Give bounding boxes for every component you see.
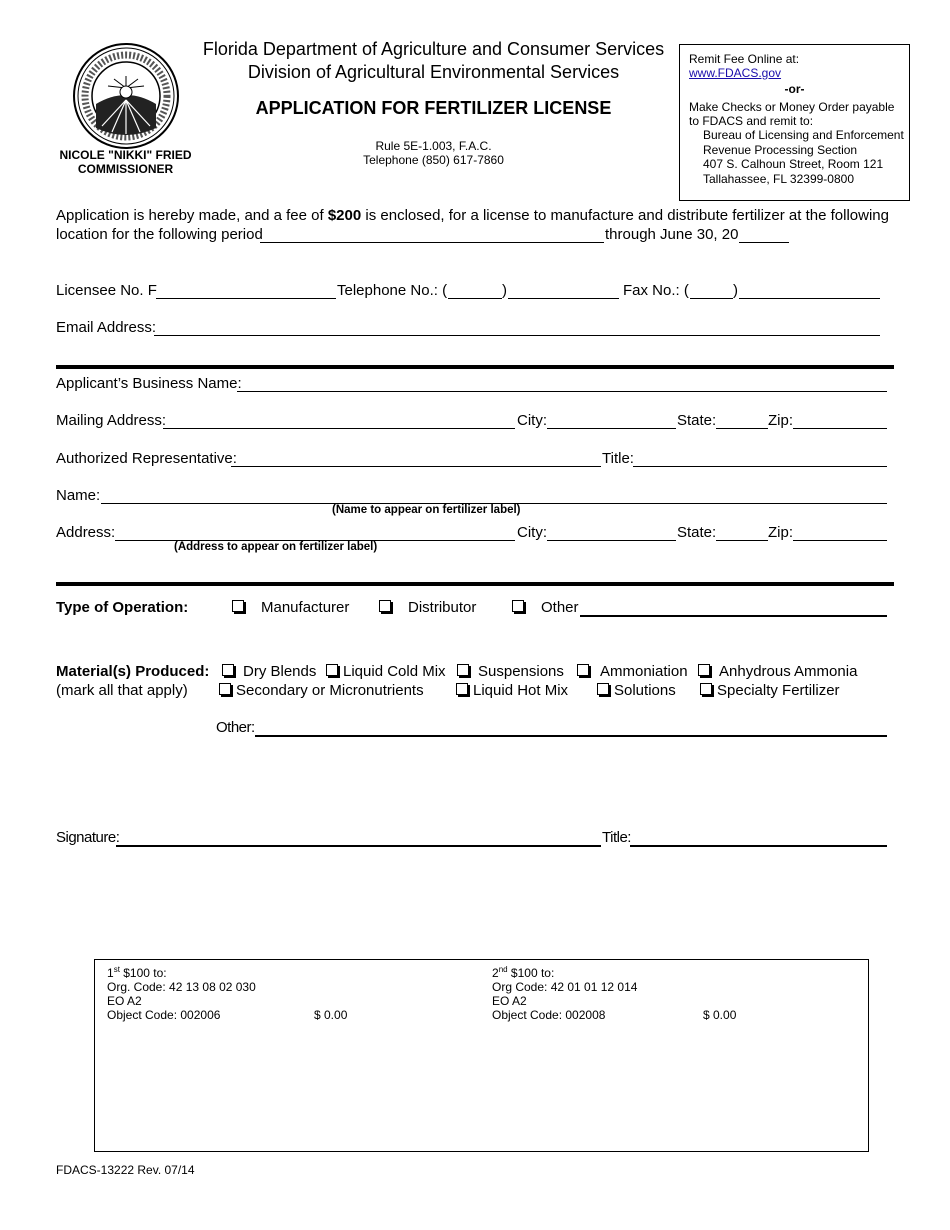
operation-manufacturer[interactable] [232, 599, 349, 616]
remit-online-label: Remit Fee Online at: [689, 52, 800, 66]
signature-title-label: Title: [602, 829, 631, 846]
intro-text-part2: is enclosed, for a license to manufacture and distribute fertilizer at the following [361, 207, 889, 224]
materials-sublabel: (mark all that apply) [56, 682, 188, 699]
mailing-address-label: Mailing Address: [56, 412, 167, 429]
operation-distributor[interactable] [379, 599, 476, 616]
liquid-cold-mix-checkbox[interactable] [326, 664, 338, 676]
secondary-micronutrients-label: Secondary or Micronutrients [236, 682, 424, 699]
label-name-note: (Name to appear on fertilizer label) [332, 504, 521, 516]
section-divider-2 [56, 582, 894, 586]
liquid-hot-mix-checkbox[interactable] [456, 683, 468, 695]
authorized-rep-input[interactable] [231, 452, 601, 467]
label-city-input[interactable] [547, 526, 676, 541]
material-ammoniation[interactable] [577, 663, 688, 680]
email-label: Email Address: [56, 319, 157, 336]
rule-reference: Rule 5E-1.003, F.A.C. [375, 139, 492, 153]
second-ordinal-suffix: nd [498, 965, 508, 974]
commissioner-name: NICOLE "NIKKI" FRIED [59, 148, 192, 162]
fax-close-paren: ) [733, 282, 738, 299]
signature-label: Signature: [56, 829, 120, 846]
mailing-address-input[interactable] [163, 414, 515, 429]
mailing-zip-label: Zip: [768, 412, 794, 429]
second-amount-to: $100 to: [507, 966, 555, 980]
remit-payable-line2: to FDACS and remit to: [689, 114, 814, 128]
dry-blends-checkbox[interactable] [222, 664, 234, 676]
liquid-hot-mix-label: Liquid Hot Mix [473, 682, 569, 699]
suspensions-label: Suspensions [478, 663, 564, 680]
second-payment-heading [492, 965, 554, 980]
label-state-input[interactable] [716, 526, 768, 541]
mailing-state-input[interactable] [716, 414, 768, 429]
materials-label: Material(s) Produced: [56, 663, 210, 680]
material-specialty-fertilizer[interactable] [700, 682, 840, 699]
division-name: Division of Agricultural Environmental Services [247, 62, 620, 82]
mailing-city-label: City: [517, 412, 547, 429]
material-liquid-hot-mix[interactable] [456, 682, 568, 699]
first-ordinal-number: 1 [107, 966, 114, 980]
label-state-label: State: [677, 524, 717, 541]
authorized-rep-label: Authorized Representative: [56, 450, 237, 467]
first-amount-to: $100 to: [119, 966, 167, 980]
office-use-box [94, 959, 869, 1152]
intro-line2-end: through June 30, 20 [605, 226, 739, 243]
manufacturer-label: Manufacturer [261, 599, 350, 616]
remit-or: -or- [784, 82, 805, 96]
suspensions-checkbox[interactable] [457, 664, 469, 676]
second-ordinal-number: 2 [492, 966, 499, 980]
licensee-no-label: Licensee No. F [56, 282, 157, 299]
material-dry-blends[interactable] [222, 663, 316, 680]
business-name-label: Applicant’s Business Name: [56, 375, 242, 392]
licensee-no-input[interactable] [156, 284, 336, 299]
intro-text-part1: Application is hereby made, and a fee of [56, 207, 328, 224]
fax-number-input[interactable] [739, 284, 880, 299]
ammoniation-checkbox[interactable] [577, 664, 589, 676]
mailing-state-label: State: [677, 412, 717, 429]
telephone-area-input[interactable] [448, 284, 502, 299]
first-eo: EO A2 [107, 994, 142, 1008]
section-divider-1 [56, 365, 894, 369]
first-amount: $ 0.00 [314, 1008, 348, 1022]
department-name: Florida Department of Agriculture and Consumer Services [202, 39, 665, 59]
email-input[interactable] [154, 321, 880, 336]
ammoniation-label: Ammoniation [600, 663, 688, 680]
label-name-input[interactable] [101, 489, 887, 504]
license-period-input[interactable] [260, 228, 604, 243]
commissioner-title: COMMISSIONER [77, 162, 174, 176]
remit-address-line1: Bureau of Licensing and Enforcement [703, 128, 904, 142]
material-anhydrous-ammonia[interactable] [698, 663, 857, 680]
material-solutions[interactable] [597, 682, 676, 699]
signature-input[interactable] [116, 831, 601, 847]
first-ordinal-suffix: st [113, 965, 120, 974]
label-name-label: Name: [56, 487, 101, 504]
department-seal [72, 42, 180, 150]
secondary-micronutrients-checkbox[interactable] [219, 683, 231, 695]
materials-other-label: Other: [216, 719, 255, 736]
rep-title-label: Title: [602, 450, 634, 467]
anhydrous-ammonia-label: Anhydrous Ammonia [719, 663, 858, 680]
other-operation-input[interactable] [580, 601, 887, 617]
other-operation-label: Other [541, 599, 579, 616]
intro-line2-start: location for the following period [56, 226, 263, 243]
remit-address-line3: 407 S. Calhoun Street, Room 121 [703, 157, 884, 171]
license-year-input[interactable] [739, 228, 789, 243]
operation-other[interactable] [512, 599, 579, 616]
page-title: APPLICATION FOR FERTILIZER LICENSE [255, 98, 612, 118]
solutions-checkbox[interactable] [597, 683, 609, 695]
liquid-cold-mix-label: Liquid Cold Mix [343, 663, 446, 680]
solutions-label: Solutions [614, 682, 676, 699]
operation-label: Type of Operation: [56, 599, 189, 616]
material-liquid-cold-mix[interactable] [326, 663, 446, 680]
mailing-city-input[interactable] [547, 414, 676, 429]
second-amount: $ 0.00 [703, 1008, 737, 1022]
label-address-input[interactable] [115, 526, 515, 541]
telephone-reference: Telephone (850) 617-7860 [363, 153, 504, 167]
material-secondary-micronutrients[interactable] [219, 682, 424, 699]
label-address-note: (Address to appear on fertilizer label) [174, 541, 378, 553]
distributor-checkbox[interactable] [379, 600, 391, 612]
fax-label: Fax No.: ( [623, 282, 689, 299]
first-object-code: Object Code: 002006 [107, 1008, 221, 1022]
telephone-close-paren: ) [502, 282, 507, 299]
label-city-label: City: [517, 524, 547, 541]
materials-other-input[interactable] [255, 721, 887, 737]
specialty-fertilizer-label: Specialty Fertilizer [717, 682, 840, 699]
remit-address-line4: Tallahassee, FL 32399-0800 [703, 172, 854, 186]
dry-blends-label: Dry Blends [243, 663, 317, 680]
second-org-code: Org Code: 42 01 01 12 014 [492, 980, 638, 994]
second-object-code: Object Code: 002008 [492, 1008, 606, 1022]
remit-address-line2: Revenue Processing Section [703, 143, 858, 157]
form-number: FDACS-13222 Rev. 07/14 [56, 1163, 195, 1177]
first-org-code: Org. Code: 42 13 08 02 030 [107, 980, 256, 994]
label-zip-label: Zip: [768, 524, 794, 541]
label-zip-input[interactable] [793, 526, 887, 541]
telephone-label: Telephone No.: ( [337, 282, 448, 299]
business-name-input[interactable] [237, 377, 887, 392]
anhydrous-ammonia-checkbox[interactable] [698, 664, 710, 676]
distributor-label: Distributor [408, 599, 477, 616]
telephone-number-input[interactable] [508, 284, 619, 299]
label-address-label: Address: [56, 524, 116, 541]
intro-line1 [56, 207, 889, 224]
remit-box [679, 44, 910, 201]
first-payment-heading [107, 965, 167, 980]
fdacs-website-link[interactable]: www.FDACS.gov [689, 66, 782, 80]
material-suspensions[interactable] [457, 663, 564, 680]
specialty-fertilizer-checkbox[interactable] [700, 683, 712, 695]
manufacturer-checkbox[interactable] [232, 600, 244, 612]
mailing-zip-input[interactable] [793, 414, 887, 429]
other-operation-checkbox[interactable] [512, 600, 524, 612]
intro-fee: $200 [327, 207, 362, 224]
second-eo: EO A2 [492, 994, 527, 1008]
signature-title-input[interactable] [630, 831, 887, 847]
rep-title-input[interactable] [633, 452, 887, 467]
fax-area-input[interactable] [690, 284, 733, 299]
remit-payable-line1: Make Checks or Money Order payable [689, 100, 895, 114]
